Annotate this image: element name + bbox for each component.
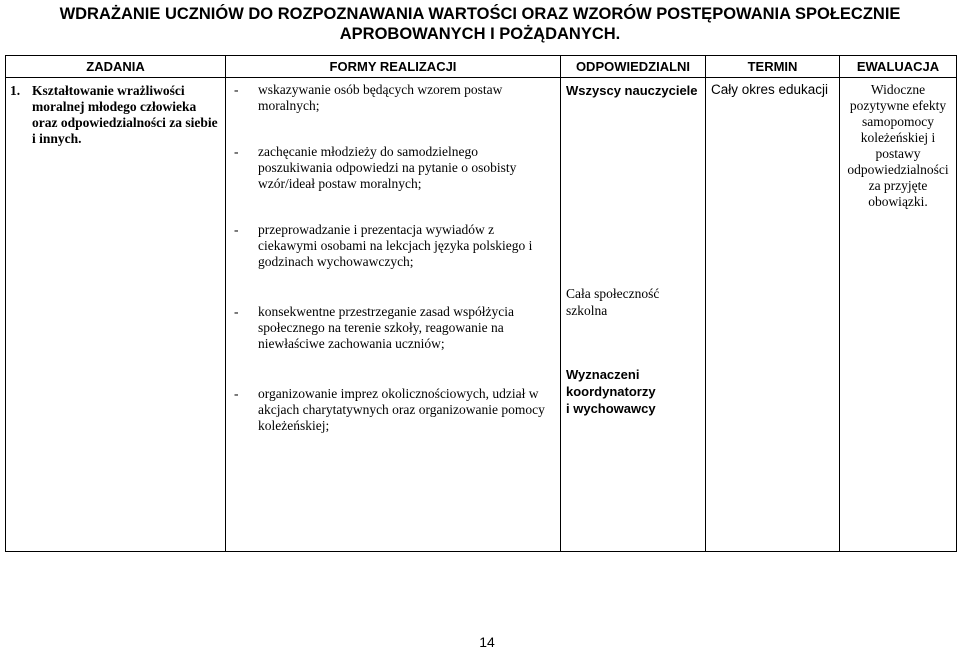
responsible-coordinators: Wyznaczeni koordynatorzy i wychowawcy — [566, 367, 656, 416]
header-ewaluacja: EWALUACJA — [840, 56, 957, 78]
document-title — [0, 4, 960, 44]
list-dash: - — [234, 222, 239, 237]
form-text: konsekwentne przestrzeganie zasad współżycia społecznego na terenie szkoły, reagowanie na niewłaściwe zachowania uczniów; — [258, 304, 515, 351]
table-row — [6, 78, 957, 552]
responsible-school-community: Cała społeczność szkolna — [566, 286, 660, 318]
title-line-1: WDRAŻANIE UCZNIÓW DO ROZPOZNAWANIA WARTOŚCI ORAZ WZORÓW POSTĘPOWANIA SPOŁECZNIE — [59, 5, 901, 23]
header-row — [6, 56, 957, 78]
form-text: zachęcanie młodzieży do samodzielnego poszukiwania odpowiedzi na pytanie o osobisty wzór/ideał postaw moralnych; — [258, 144, 517, 191]
header-termin: TERMIN — [706, 56, 840, 78]
header-formy-realizacji: FORMY REALIZACJI — [226, 56, 561, 78]
evaluation-text: Widoczne pozytywne efekty samopomocy koleżeńskiej i postawy odpowiedzialności za przyjęte obowiązki. — [847, 82, 949, 209]
form-text: organizowanie imprez okolicznościowych, udział w akcjach charytatywnych oraz organizowanie pomocy koleżeńskiej; — [258, 386, 545, 433]
list-dash: - — [234, 386, 239, 401]
list-dash: - — [234, 82, 239, 97]
header-zadania: ZADANIA — [6, 56, 226, 78]
task-number: 1. — [10, 83, 21, 98]
term-text: Cały okres edukacji — [711, 82, 829, 97]
title-line-2: APROBOWANYCH I POŻĄDANYCH. — [339, 25, 621, 43]
task-text: Kształtowanie wrażliwości moralnej młodego człowieka oraz odpowiedzialności za siebie i innych. — [32, 83, 218, 146]
form-text: przeprowadzanie i prezentacja wywiadów z ciekawymi osobami na lekcjach języka polskiego i godzinach wychowawczych; — [258, 222, 533, 269]
form-text: wskazywanie osób będących wzorem postaw moralnych; — [258, 82, 503, 113]
task-cell — [6, 78, 226, 552]
list-item — [230, 82, 554, 114]
responsible-cell — [561, 78, 706, 552]
responsible-all-teachers: Wszyscy nauczyciele — [566, 83, 698, 98]
plan-table — [5, 55, 957, 552]
list-dash: - — [234, 304, 239, 319]
list-item — [230, 386, 554, 434]
list-dash: - — [234, 144, 239, 159]
list-item — [230, 304, 554, 352]
term-cell — [706, 78, 840, 552]
evaluation-cell — [840, 78, 957, 552]
page-number: 14 — [479, 634, 495, 650]
header-odpowiedzialni: ODPOWIEDZIALNI — [561, 56, 706, 78]
list-item — [230, 222, 554, 270]
forms-cell — [226, 78, 561, 552]
list-item — [230, 144, 554, 192]
